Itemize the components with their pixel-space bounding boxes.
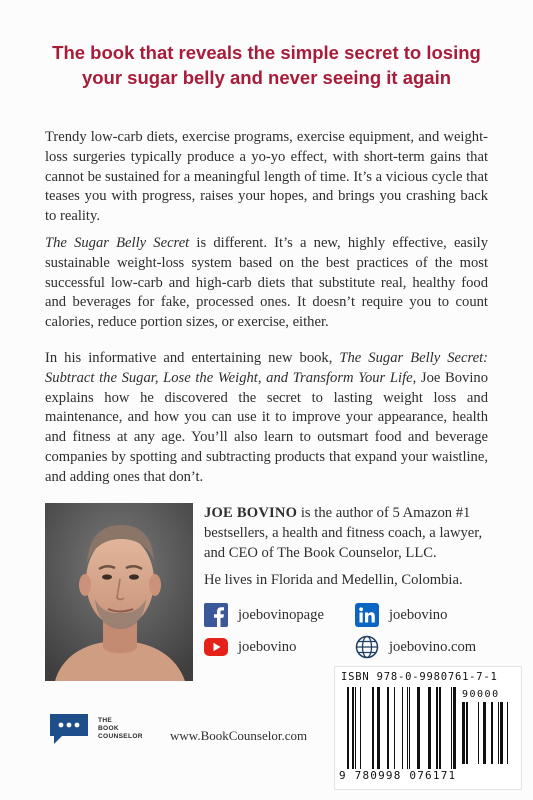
facebook-handle: joebovinopage — [238, 606, 324, 623]
book-counselor-logo-icon — [48, 712, 90, 746]
barcode-bar — [491, 702, 493, 764]
author-location: He lives in Florida and Medellin, Colombia. — [204, 572, 463, 588]
website-handle: joebovino.com — [389, 638, 477, 655]
linkedin-handle: joebovino — [389, 606, 448, 623]
ean-digits: 9 780998 076171 — [339, 769, 457, 782]
publisher-name-line-2: BOOK — [98, 725, 119, 733]
publisher-name — [98, 717, 178, 742]
barcode-bar — [347, 687, 349, 769]
barcode-bar — [439, 687, 441, 769]
barcode-bar — [372, 687, 374, 769]
barcode-bar — [436, 687, 438, 769]
youtube-link[interactable] — [204, 635, 296, 659]
barcode-bar — [352, 687, 354, 769]
barcode-bar — [466, 702, 468, 764]
barcode-bar — [498, 702, 499, 764]
barcode-bar — [387, 687, 389, 769]
youtube-icon — [204, 635, 228, 659]
barcode-bar — [402, 687, 403, 769]
price-code: 90000 — [462, 689, 500, 700]
isbn-number: ISBN 978-0-9980761-7-1 — [341, 671, 498, 683]
barcode-bar — [478, 702, 479, 764]
barcode-bar — [453, 687, 456, 769]
barcode-bar — [500, 702, 503, 764]
author-bio-text: is the author of 5 Amazon #1 bestsellers, a health and fitness coach, a lawyer, and CEO of The Book Counselor, LLC. — [204, 505, 483, 561]
barcode-bar — [451, 687, 452, 769]
barcode-bar — [417, 687, 420, 769]
barcode-bar — [360, 687, 361, 769]
headline — [20, 40, 513, 90]
barcode-bar — [428, 687, 431, 769]
paragraph-3-intro: In his informative and entertaining new book, — [45, 350, 340, 366]
barcode-addon-bars — [462, 702, 514, 764]
barcode-bar — [394, 687, 395, 769]
facebook-link[interactable] — [204, 603, 324, 627]
description-paragraph-2 — [45, 234, 488, 333]
barcode-bar — [507, 702, 508, 764]
barcode-bar — [483, 702, 486, 764]
isbn-barcode — [334, 666, 522, 790]
publisher-name-line-1: THE — [98, 717, 113, 724]
paragraph-3-text: , Joe Bovino explains how he discovered the secret to lasting weight loss and maintenance, and how you can use it to improve your appearance, health and fitness at any age. You’ll also learn to outsmart food and beverage companies by spotting and subtracting products that expand your waistline, and adding ones that don’t. — [45, 369, 488, 485]
barcode-bar — [377, 687, 380, 769]
author-photo — [45, 503, 193, 681]
author-portrait-image — [45, 503, 193, 681]
book-full-title-italic: The Sugar Belly Secret: Subtract the Sugar, Lose the Weight, and Transform Your Life — [45, 350, 488, 386]
linkedin-link[interactable] — [355, 603, 447, 627]
barcode-bar — [409, 687, 410, 769]
description-paragraph-1: Trendy low-carb diets, exercise programs, exercise equipment, and weight-loss surgeries typically produce a yo-yo effect, with short-term gains that cannot be sustained for a meaningful length of time. It’s a vicious cycle that teases you with progress, raises your hopes, and brings you crashing back to reality. — [45, 129, 488, 225]
publisher-name-line-3: COUNSELOR — [98, 733, 143, 741]
description-paragraph-3 — [45, 349, 488, 488]
author-name: JOE BOVINO — [204, 505, 298, 521]
headline-line-1: The book that reveals the simple secret to losing — [52, 42, 481, 63]
globe-icon — [355, 635, 379, 659]
barcode-bars — [347, 687, 457, 769]
youtube-handle: joebovino — [238, 638, 297, 655]
barcode-bar — [355, 687, 356, 769]
facebook-icon — [204, 603, 228, 627]
headline-line-2: your sugar belly and never seeing it again — [81, 67, 452, 88]
author-bio — [204, 504, 504, 563]
website-link[interactable] — [355, 635, 476, 659]
paragraph-2-text: is different. It’s a new, highly effective, easily sustainable weight-loss system based on the best practices of the most successful low-carb and high-carb diets that substitute real, healthy food and beverages for fake, processed ones. It doesn’t require you to count calories, reduce portion sizes, or exercise, either. — [45, 235, 488, 331]
barcode-bar — [462, 702, 465, 764]
linkedin-icon — [355, 603, 379, 627]
book-title-italic: The Sugar Belly Secret — [45, 235, 190, 251]
publisher-url[interactable]: www.BookCounselor.com — [170, 728, 308, 743]
barcode-bar — [407, 687, 408, 769]
